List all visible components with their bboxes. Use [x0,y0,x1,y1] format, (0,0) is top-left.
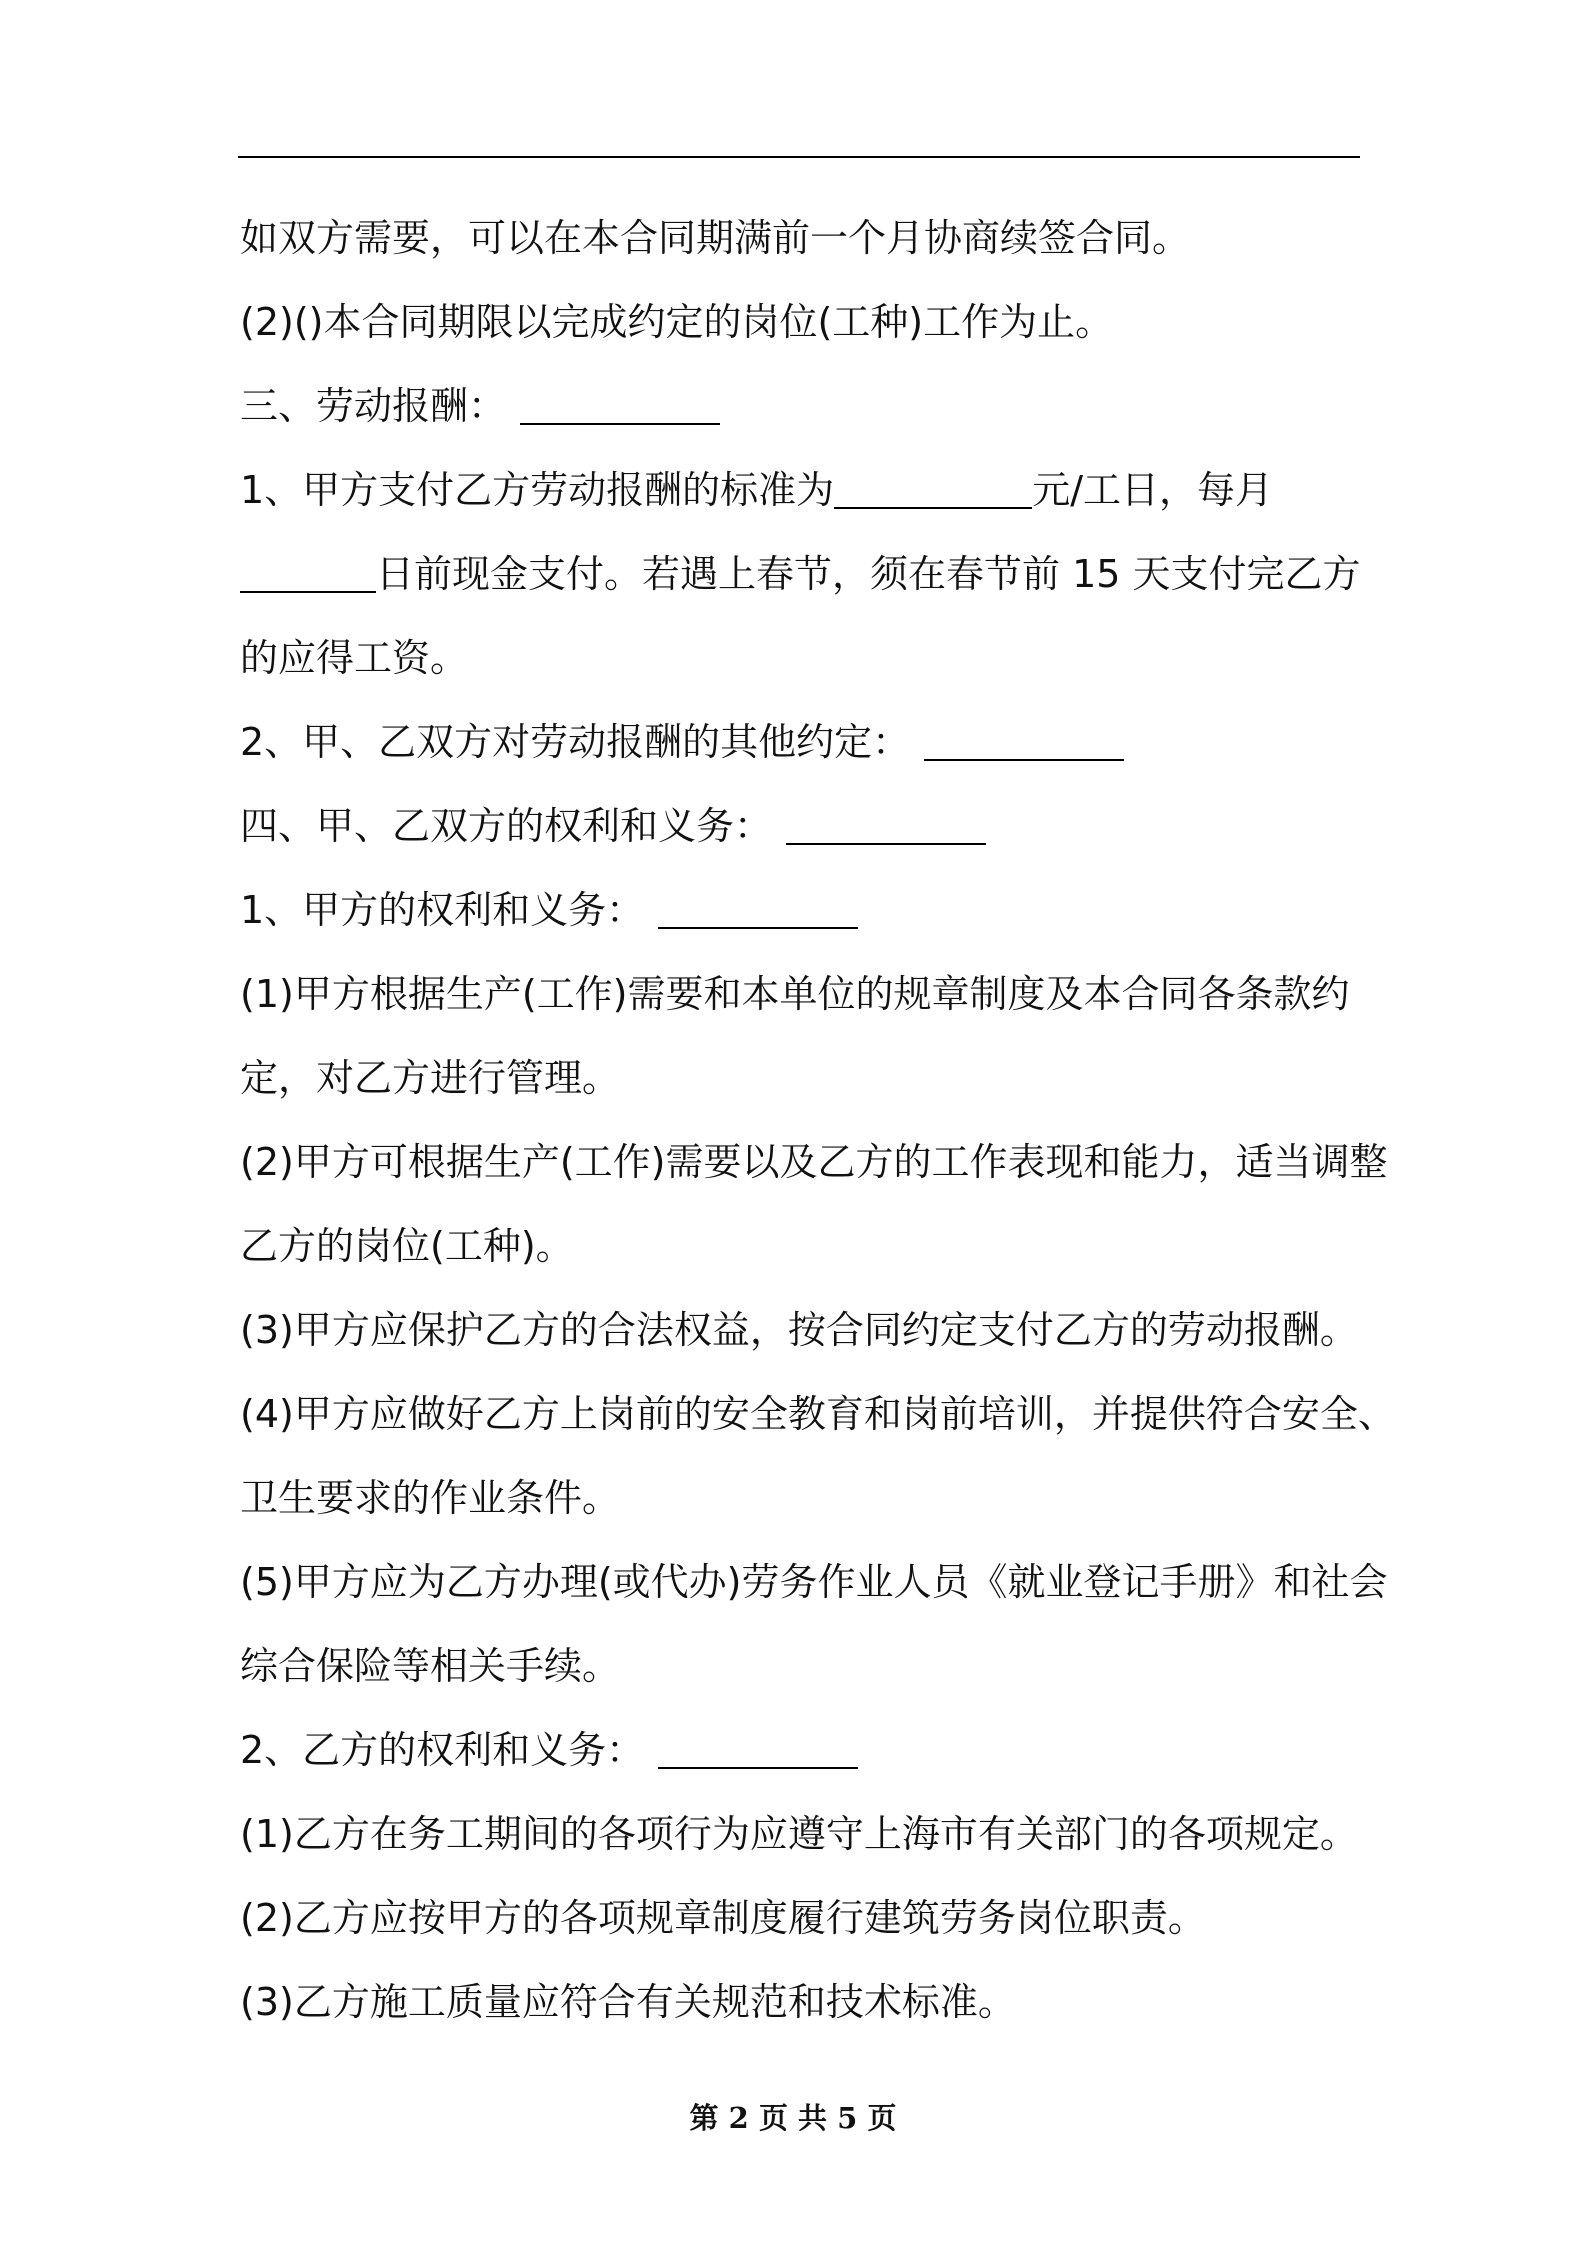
current-page-number: 2 [728,2101,749,2135]
fill-in-blank[interactable] [658,1723,858,1769]
fill-in-blank[interactable] [658,883,858,929]
fill-in-blank[interactable] [924,715,1124,761]
paragraph-line: (2)()本合同期限以完成约定的岗位(工种)工作为止。 [240,300,1114,344]
paragraph-line: (3)甲方应保护乙方的合法权益，按合同约定支付乙方的劳动报酬。 [240,1308,1358,1352]
paragraph-line: (5)甲方应为乙方办理(或代办)劳务作业人员《就业登记手册》和社会 [240,1560,1388,1604]
paragraph-line: 综合保险等相关手续。 [240,1644,621,1688]
page-number-footer: 第 2 页 共 5 页 [689,2101,897,2135]
paragraph-line: 乙方的岗位(工种)。 [240,1224,574,1268]
document-body [240,196,1396,2044]
total-page-count: 5 [837,2101,858,2135]
paragraph-line: 日前现金支付。若遇上春节，须在春节前 15 天支付完乙方 [240,532,1366,616]
header-rule [238,156,1360,158]
fill-in-blank[interactable] [520,379,720,425]
paragraph-line: 1、甲方支付乙方劳动报酬的标准为 元/工日，每月 [240,448,1366,532]
fill-in-blank[interactable] [240,547,376,593]
paragraph-line: 的应得工资。 [240,636,469,680]
paragraph-line: (2)甲方可根据生产(工作)需要以及乙方的工作表现和能力，适当调整 [240,1140,1388,1184]
paragraph-line: (3)乙方施工质量应符合有关规范和技术标准。 [240,1980,1016,2024]
fill-in-blank[interactable] [786,799,986,845]
paragraph-line: (1)甲方根据生产(工作)需要和本单位的规章制度及本合同各条款约 [240,972,1350,1016]
subsection-heading-party-a: 1、甲方的权利和义务： [240,868,1366,952]
paragraph-line: (4)甲方应做好乙方上岗前的安全教育和岗前培训，并提供符合安全、 [240,1392,1396,1436]
section-heading-remuneration: 三、劳动报酬： [240,364,1366,448]
paragraph-line: 卫生要求的作业条件。 [240,1476,621,1520]
section-heading-rights: 四、甲、乙双方的权利和义务： [240,784,1366,868]
paragraph-line: (1)乙方在务工期间的各项行为应遵守上海市有关部门的各项规定。 [240,1812,1358,1856]
paragraph-line: (2)乙方应按甲方的各项规章制度履行建筑劳务岗位职责。 [240,1896,1206,1940]
fill-in-blank[interactable] [834,463,1032,509]
paragraph-line: 如双方需要，可以在本合同期满前一个月协商续签合同。 [240,216,1191,260]
subsection-heading-party-b: 2、乙方的权利和义务： [240,1708,1366,1792]
paragraph-line: 2、甲、乙双方对劳动报酬的其他约定： [240,700,1366,784]
paragraph-line: 定，对乙方进行管理。 [240,1056,621,1100]
